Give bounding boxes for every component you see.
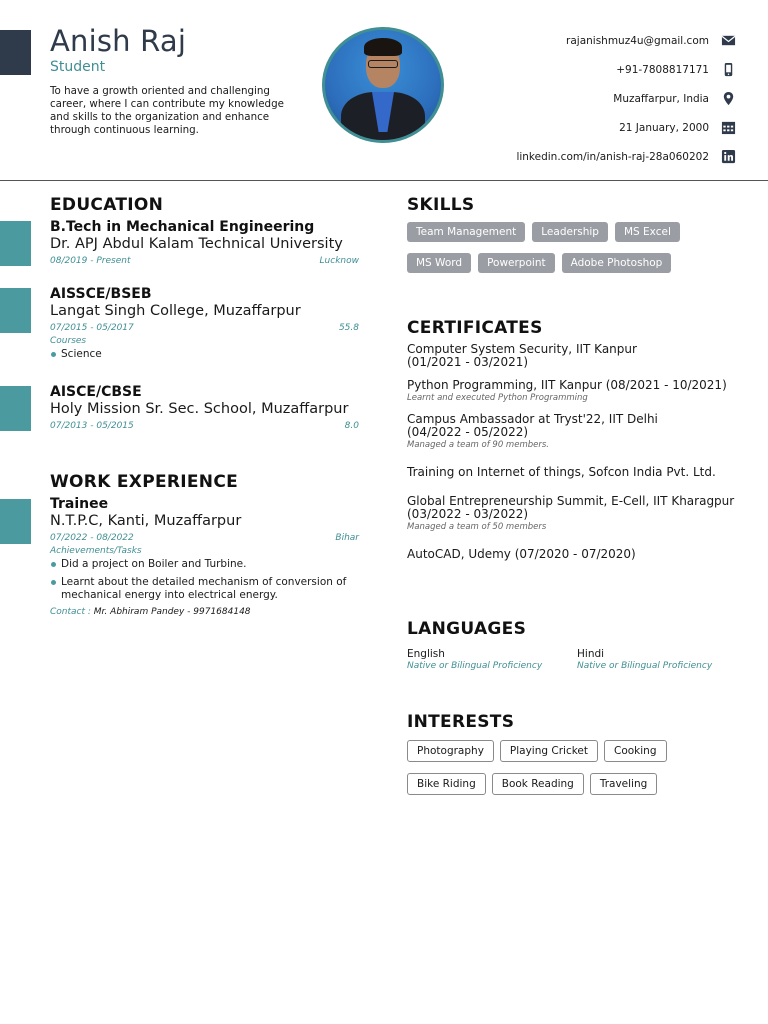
company-name: N.T.P.C, Kanti, Muzaffarpur — [50, 513, 242, 529]
skills-list — [407, 222, 737, 273]
skill-tag: Team Management — [407, 222, 525, 242]
list-item: Learnt about the detailed mechanism of conversion of mechanical energy into electrical energy. — [50, 576, 359, 602]
work-meta — [50, 533, 359, 543]
interests-heading: INTERESTS — [407, 712, 515, 732]
email-text[interactable]: rajanishmuz4u@gmail.com — [566, 34, 709, 47]
education-score: 55.8 — [338, 323, 359, 333]
certificates-heading: CERTIFICATES — [407, 318, 543, 338]
education-entry-aissce — [50, 286, 359, 366]
education-entry-btech — [50, 219, 359, 266]
tasks-label: Achievements/Tasks — [50, 546, 142, 556]
interest-tag: Book Reading — [492, 773, 584, 795]
career-summary: To have a growth oriented and challenging career, where I can contribute my knowledge and skills to the organization and enhance through continuous learning. — [50, 85, 284, 136]
language-level: Native or Bilingual Proficiency — [407, 661, 543, 671]
calendar-icon — [721, 120, 736, 135]
school-name: Holy Mission Sr. Sec. School, Muzaffarpur — [50, 401, 349, 417]
certificate-item — [407, 466, 747, 479]
school-name: Langat Singh College, Muzaffarpur — [50, 303, 301, 319]
header-accent-bar — [0, 30, 31, 75]
skill-tag: MS Word — [407, 253, 471, 273]
certificate-description: Managed a team of 90 members. — [407, 440, 549, 450]
work-marker-1 — [0, 499, 31, 544]
courses-list — [50, 348, 359, 361]
education-meta — [50, 256, 359, 266]
certificate-description: Managed a team of 50 members — [407, 522, 547, 532]
work-heading: WORK EXPERIENCE — [50, 472, 239, 492]
candidate-name: Anish Raj — [50, 24, 187, 58]
interest-tag: Playing Cricket — [500, 740, 598, 762]
certificate-item — [407, 413, 747, 450]
education-dates: 08/2019 - Present — [50, 256, 131, 266]
reference-label: Contact : — [50, 607, 91, 617]
phone-text[interactable]: +91-7808817171 — [616, 63, 709, 76]
phone-icon — [721, 62, 736, 77]
education-dates: 07/2013 - 05/2015 — [50, 421, 134, 431]
certificate-description: Learnt and executed Python Programming — [407, 393, 588, 403]
interest-tag: Photography — [407, 740, 494, 762]
education-meta — [50, 323, 359, 333]
skill-tag: Powerpoint — [478, 253, 555, 273]
language-item — [577, 648, 747, 671]
photo-hair — [364, 38, 402, 56]
envelope-icon — [721, 33, 736, 48]
work-location: Bihar — [335, 533, 359, 543]
contact-phone[interactable] — [416, 55, 736, 84]
tasks-list — [50, 558, 359, 602]
degree-title: AISSCE/BSEB — [50, 286, 152, 302]
education-heading: EDUCATION — [50, 195, 164, 215]
language-name: English — [407, 648, 445, 660]
interest-tag: Traveling — [590, 773, 657, 795]
languages-list — [407, 648, 747, 671]
education-meta — [50, 421, 359, 431]
courses-label: Courses — [50, 336, 87, 346]
education-marker-1 — [0, 221, 31, 266]
certificate-title: Python Programming, IIT Kanpur (08/2021 - 10/2021) — [407, 378, 727, 392]
contact-email[interactable] — [416, 26, 736, 55]
certificate-item — [407, 495, 747, 532]
certificate-item — [407, 343, 747, 369]
list-item: Science — [50, 348, 359, 361]
degree-title: B.Tech in Mechanical Engineering — [50, 219, 315, 235]
language-name: Hindi — [577, 648, 605, 660]
skill-tag: Adobe Photoshop — [562, 253, 672, 273]
certificate-title: AutoCAD, Udemy (07/2020 - 07/2020) — [407, 547, 636, 561]
birthdate-text: 21 January, 2000 — [619, 121, 709, 134]
reference-value: Mr. Abhiram Pandey - 9971684148 — [93, 607, 251, 617]
linkedin-text[interactable]: linkedin.com/in/anish-raj-28a060202 — [516, 150, 709, 163]
education-marker-3 — [0, 386, 31, 431]
skill-tag: MS Excel — [615, 222, 680, 242]
skills-heading: SKILLS — [407, 195, 475, 215]
job-position: Trainee — [50, 496, 109, 512]
education-score: 8.0 — [344, 421, 359, 431]
contact-birthdate — [416, 113, 736, 142]
degree-title: AISCE/CBSE — [50, 384, 142, 400]
language-item — [407, 648, 577, 671]
work-entry-ntpc — [50, 496, 359, 617]
contact-location — [416, 84, 736, 113]
languages-heading: LANGUAGES — [407, 619, 527, 639]
header-divider — [0, 180, 768, 181]
certificate-item — [407, 548, 747, 561]
certificate-title: Computer System Security, IIT Kanpur (01/2021 - 03/2021) — [407, 342, 637, 369]
interest-tag: Bike Riding — [407, 773, 486, 795]
linkedin-icon — [721, 149, 736, 164]
certificate-title: Global Entrepreneurship Summit, E-Cell, IIT Kharagpur (03/2022 - 03/2022) — [407, 494, 735, 521]
language-level: Native or Bilingual Proficiency — [577, 661, 713, 671]
certificate-title: Campus Ambassador at Tryst'22, IIT Delhi (04/2022 - 05/2022) — [407, 412, 658, 439]
skill-tag: Leadership — [532, 222, 608, 242]
location-pin-icon — [721, 91, 736, 106]
education-marker-2 — [0, 288, 31, 333]
candidate-role: Student — [50, 59, 106, 75]
certificate-title: Training on Internet of things, Sofcon India Pvt. Ltd. — [407, 465, 716, 479]
school-name: Dr. APJ Abdul Kalam Technical University — [50, 236, 343, 252]
list-item: Did a project on Boiler and Turbine. — [50, 558, 359, 571]
interests-list — [407, 740, 707, 795]
education-entry-aisce — [50, 384, 359, 431]
certificates-list — [407, 343, 747, 571]
education-location: Lucknow — [319, 256, 359, 266]
photo-glasses — [368, 60, 398, 68]
certificate-item — [407, 379, 747, 403]
contact-list — [416, 26, 736, 171]
work-reference — [50, 607, 359, 617]
interest-tag: Cooking — [604, 740, 667, 762]
contact-linkedin[interactable] — [416, 142, 736, 171]
education-dates: 07/2015 - 05/2017 — [50, 323, 134, 333]
location-text: Muzaffarpur, India — [613, 92, 709, 105]
work-dates: 07/2022 - 08/2022 — [50, 533, 134, 543]
